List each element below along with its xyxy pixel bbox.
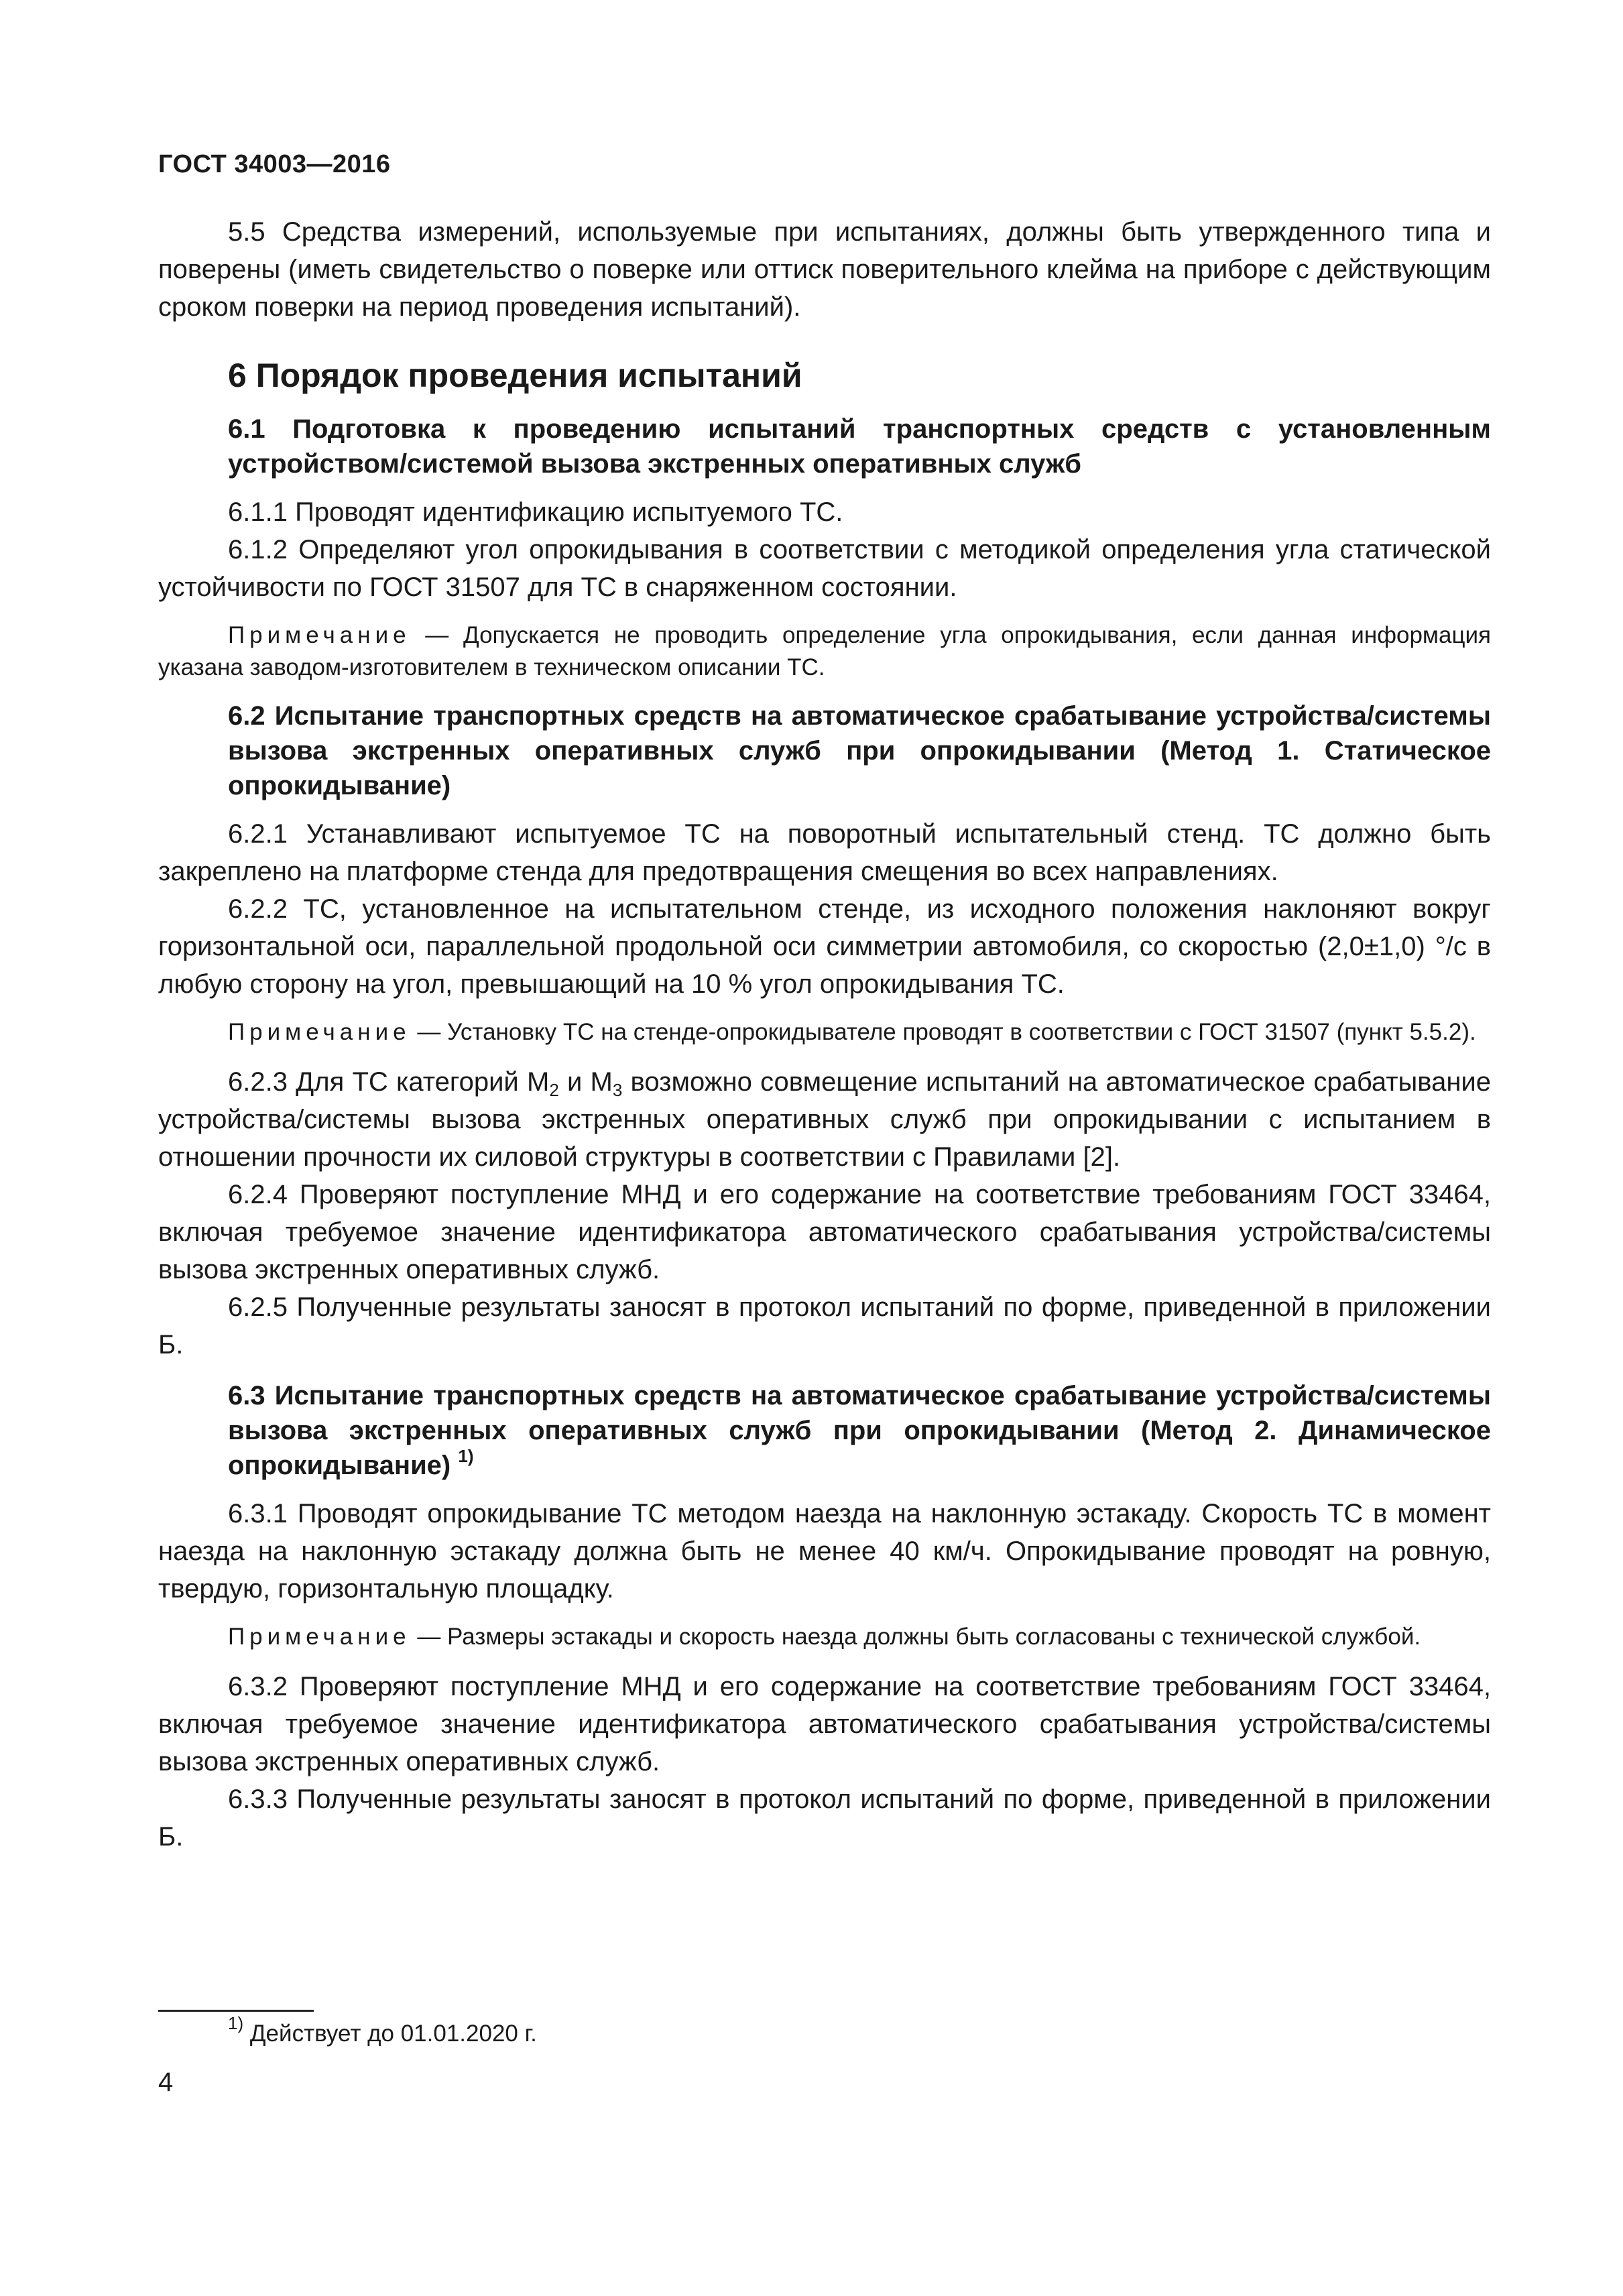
paragraph-text: возможно совмещение испытаний на автоматическое срабатывание устройства/системы вызова экстренных оперативных служб при опрокидывании с испытанием в отношении прочности их силовой структуры в соответствии с Правилами [2].: [158, 1067, 1492, 1172]
footnote-divider: [158, 2010, 314, 2012]
paragraph-6-1-2: 6.1.2 Определяют угол опрокидывания в соответствии с методикой определения угла статической устойчивости по ГОСТ 31507 для ТС в снаряженном состоянии.: [158, 535, 1491, 602]
paragraph-6-3-3: 6.3.3 Полученные результаты заносят в протокол испытаний по форме, приведенной в приложении Б.: [158, 1785, 1491, 1852]
note-label: Примечание: [228, 622, 411, 648]
paragraph-text: 6.2.3 Для ТС категорий М: [228, 1067, 550, 1097]
footnote-mark: 1): [228, 2013, 244, 2033]
note-text: — Установку ТС на стенде-опрокидывателе проводят в соответствии с ГОСТ 31507 (пункт 5.5.2).: [410, 1019, 1476, 1045]
note-text: — Размеры эстакады и скорость наезда должны быть согласованы с технической службой.: [410, 1624, 1421, 1650]
subscript: 3: [612, 1080, 623, 1100]
footnote-ref[interactable]: 1): [458, 1446, 474, 1466]
note-label: Примечание: [228, 1019, 411, 1045]
note-label: Примечание: [228, 1624, 411, 1650]
paragraph-6-2-4: 6.2.4 Проверяют поступление МНД и его содержание на соответствие требованиям ГОСТ 33464, включая требуемое значение идентификатора автоматического срабатывания устройства/системы вызова экстренных оперативных служб.: [158, 1180, 1491, 1284]
paragraph-5-5: 5.5 Средства измерений, используемые при испытаниях, должны быть утвержденного типа и поверены (иметь свидетельство о поверке или оттиск поверительного клейма на приборе с действующим сроком поверки на период проведения испытаний).: [158, 217, 1491, 322]
paragraph-6-1-1: 6.1.1 Проводят идентификацию испытуемого ТС.: [228, 497, 843, 527]
paragraph-6-2-5: 6.2.5 Полученные результаты заносят в протокол испытаний по форме, приведенной в приложении Б.: [158, 1292, 1491, 1360]
footnote: [228, 2013, 537, 2050]
paragraph-6-3-2: 6.3.2 Проверяют поступление МНД и его содержание на соответствие требованиям ГОСТ 33464, включая требуемое значение идентификатора автоматического срабатывания устройства/системы вызова экстренных оперативных служб.: [158, 1672, 1491, 1776]
section-6-title: 6 Порядок проведения испытаний: [228, 357, 802, 394]
paragraph-6-3-1: 6.3.1 Проводят опрокидывание ТС методом наезда на наклонную эстакаду. Скорость ТС в момент наезда на наклонную эстакаду должна быть не менее 40 км/ч. Опрокидывание проводят на ровную, твердую, горизонтальную площадку.: [158, 1499, 1491, 1604]
paragraph-text: и М: [558, 1067, 613, 1097]
page-number: 4: [158, 2067, 174, 2097]
note-6-2: [158, 1016, 1491, 1048]
footnote-text: Действует до 01.01.2020 г.: [243, 2020, 537, 2047]
note-6-1: [158, 619, 1491, 684]
section-6-1-heading: 6.1 Подготовка к проведению испытаний транспортных средств с установленным устройством/системой вызова экстренных оперативных служб: [228, 414, 1491, 479]
section-6-2-heading: 6.2 Испытание транспортных средств на автоматическое срабатывание устройства/системы вызова экстренных оперативных служб при опрокидывании (Метод 1. Статическое опрокидывание): [228, 701, 1491, 800]
document-header: ГОСТ 34003—2016: [158, 150, 391, 178]
note-6-3: [158, 1621, 1491, 1653]
heading-text: 6.3 Испытание транспортных средств на автоматическое срабатывание устройства/системы вызова экстренных оперативных служб при опрокидывании (Метод 2. Динамическое опрокидывание): [228, 1381, 1491, 1480]
paragraph-6-2-2: 6.2.2 ТС, установленное на испытательном стенде, из исходного положения наклоняют вокруг горизонтальной оси, параллельной продольной оси симметрии автомобиля, со скоростью (2,0±1,0) °/с в любую сторону на угол, превышающий на 10 % угол опрокидывания ТС.: [158, 894, 1491, 999]
section-6-3-heading: [158, 1378, 1491, 1483]
note-text: — Допускается не проводить определение угла опрокидывания, если данная информация указана заводом-изготовителем в техническом описании ТС.: [158, 622, 1491, 680]
paragraph-6-2-3: [158, 1063, 1491, 1176]
paragraph-6-2-1: 6.2.1 Устанавливают испытуемое ТС на поворотный испытательный стенд. ТС должно быть закреплено на платформе стенда для предотвращения смещения во всех направлениях.: [158, 819, 1491, 886]
document-body: [158, 213, 1491, 1856]
subscript: 2: [549, 1080, 559, 1100]
